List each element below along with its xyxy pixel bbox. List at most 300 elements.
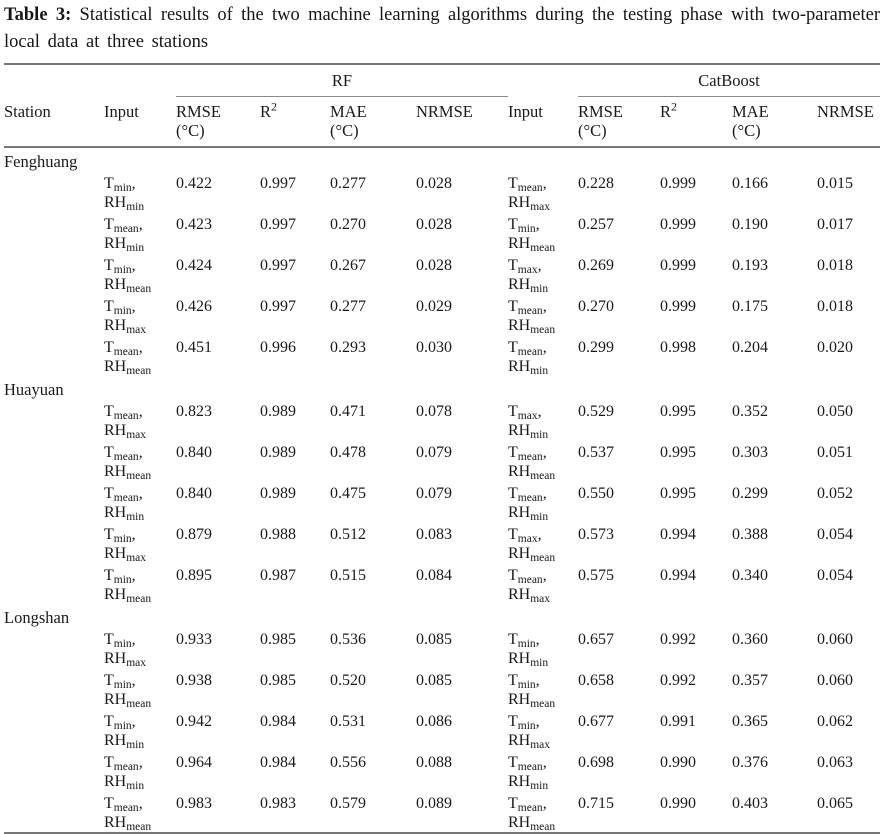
col-header-input-cb [508,97,578,148]
input-t-var: $T_{min}$, [104,175,136,194]
input-t-var: $T_{mean}$, [104,403,143,422]
input-rh-var: $RH_{mean}$ [508,814,556,833]
rf-input-cell [104,294,176,335]
input-rh-subscript: mean [126,593,152,605]
cb-r2-cell: 0.990 [660,754,696,771]
input-rh-subscript: min [530,429,549,441]
rf-mae-cell: 0.520 [330,672,366,689]
cb-mae-cell: 0.340 [732,567,768,584]
station-spacer-cell [4,709,104,750]
cb-input-cell [508,253,578,294]
table-row [4,253,880,294]
input-rh-subscript: mean [530,821,556,833]
cb-nrmse-cell: 0.017 [817,216,853,233]
input-rh-var: $RH_{max}$ [508,586,551,605]
cb-r2-cell: 0.992 [660,631,696,648]
input-rh-var: $RH_{mean}$ [104,463,152,482]
station-row [4,376,880,399]
col-header-mae-cb-label: MAE [732,102,769,121]
input-rh-subscript: max [530,201,551,213]
cb-mae-cell: 0.357 [732,672,768,689]
rf-r2-cell: 0.984 [260,754,296,771]
cb-mae-cell: 0.166 [732,175,768,192]
cb-nrmse-cell: 0.060 [817,672,853,689]
results-table [4,63,880,834]
rf-nrmse-cell: 0.084 [416,567,452,584]
cb-r2-cell: 0.998 [660,339,696,356]
input-rh-var: $RH_{mean}$ [104,814,152,833]
rf-rmse-cell: 0.426 [176,298,212,315]
input-t-var: $T_{max}$, [508,403,542,422]
table-row [4,212,880,253]
input-rh-subscript: mean [530,470,556,482]
cb-input-cell [508,399,578,440]
rf-mae-cell: 0.270 [330,216,366,233]
table-row [4,335,880,376]
cb-r2-cell: 0.990 [660,795,696,812]
rf-input-cell [104,668,176,709]
input-t-var: $T_{mean}$, [104,444,143,463]
rf-rmse-cell: 0.423 [176,216,212,233]
cb-input-cell [508,563,578,604]
input-t-subscript: max [517,533,538,545]
input-rh-subscript: mean [530,324,556,336]
col-header-input-rf [104,97,176,148]
col-header-nrmse-cb [817,97,880,148]
rf-nrmse-cell: 0.028 [416,257,452,274]
cb-nrmse-cell: 0.054 [817,526,853,543]
station-row [4,147,880,171]
rf-mae-cell: 0.277 [330,175,366,192]
cb-nrmse-cell: 0.065 [817,795,853,812]
cb-nrmse-cell: 0.018 [817,298,853,315]
cb-mae-cell: 0.365 [732,713,768,730]
cb-rmse-cell: 0.550 [578,485,614,502]
input-t-var: $T_{min}$, [508,672,540,691]
input-rh-subscript: min [126,739,145,751]
cb-r2-cell: 0.994 [660,526,696,543]
cb-input-cell [508,791,578,833]
table-row [4,399,880,440]
input-t-subscript: mean [517,346,543,358]
table-caption [4,2,880,56]
col-header-input-cb-label: Input [508,101,543,121]
rf-nrmse-cell: 0.085 [416,631,452,648]
col-header-rmse-cb [578,97,660,148]
rf-r2-cell: 0.983 [260,795,296,812]
cb-rmse-cell: 0.269 [578,257,614,274]
input-rh-subscript: mean [126,283,152,295]
station-spacer-cell [4,563,104,604]
input-rh-var: $RH_{min}$ [104,235,145,254]
input-t-subscript: min [517,638,536,650]
input-rh-var: $RH_{min}$ [508,504,549,523]
table-row [4,522,880,563]
input-rh-subscript: min [126,511,145,523]
group-row-spacer-mid [508,64,578,97]
table-body [4,147,880,833]
input-t-subscript: mean [113,346,139,358]
cb-mae-cell: 0.352 [732,403,768,420]
station-name: Longshan [4,608,70,627]
col-header-r2-rf [260,97,330,148]
cb-r2-cell: 0.999 [660,298,696,315]
col-header-rmse-rf-unit: (°C) [176,121,205,140]
station-row [4,604,880,627]
station-spacer-cell [4,399,104,440]
rf-mae-cell: 0.277 [330,298,366,315]
table-row [4,440,880,481]
input-rh-subscript: min [126,780,145,792]
station-spacer-cell [4,481,104,522]
station-spacer-cell [4,171,104,212]
cb-input-cell [508,627,578,668]
input-t-subscript: mean [517,761,543,773]
input-t-subscript: min [113,574,132,586]
input-t-subscript: min [113,720,132,732]
caption-label: Table 3: [4,5,72,25]
input-t-subscript: min [113,182,132,194]
rf-nrmse-cell: 0.079 [416,485,452,502]
col-header-r2-rf-label: R [260,102,272,121]
rf-nrmse-cell: 0.083 [416,526,452,543]
input-t-subscript: max [517,410,538,422]
input-rh-var: $RH_{max}$ [104,650,147,669]
col-header-r2-rf-sup: 2 [271,99,278,114]
cb-mae-cell: 0.403 [732,795,768,812]
input-t-var: $T_{min}$, [104,713,136,732]
input-t-var: $T_{mean}$, [508,485,547,504]
cb-r2-cell: 0.995 [660,444,696,461]
input-rh-subscript: mean [126,365,152,377]
input-t-var: $T_{min}$, [104,257,136,276]
input-t-subscript: min [113,264,132,276]
input-t-subscript: min [517,720,536,732]
table-row [4,171,880,212]
input-t-subscript: mean [113,802,139,814]
rf-nrmse-cell: 0.078 [416,403,452,420]
input-t-var: $T_{mean}$, [508,567,547,586]
rf-rmse-cell: 0.983 [176,795,212,812]
input-t-subscript: mean [517,305,543,317]
station-spacer-cell [4,791,104,833]
input-t-subscript: mean [113,410,139,422]
input-t-subscript: min [113,305,132,317]
station-spacer-cell [4,750,104,791]
input-rh-var: $RH_{min}$ [508,358,549,377]
rf-rmse-cell: 0.840 [176,485,212,502]
rf-nrmse-cell: 0.079 [416,444,452,461]
cb-rmse-cell: 0.677 [578,713,614,730]
col-header-nrmse-cb-label: NRMSE [817,102,874,121]
rf-r2-cell: 0.987 [260,567,296,584]
input-rh-var: $RH_{mean}$ [104,586,152,605]
input-rh-var: $RH_{max}$ [104,317,147,336]
cb-rmse-cell: 0.657 [578,631,614,648]
station-spacer-cell [4,668,104,709]
input-t-var: $T_{max}$, [508,257,542,276]
rf-input-cell [104,171,176,212]
rf-input-cell [104,335,176,376]
column-header-row [4,97,880,148]
rf-r2-cell: 0.989 [260,403,296,420]
rf-r2-cell: 0.985 [260,631,296,648]
table-row [4,481,880,522]
input-rh-var: $RH_{min}$ [508,773,549,792]
rf-r2-cell: 0.997 [260,216,296,233]
rf-r2-cell: 0.996 [260,339,296,356]
input-rh-var: $RH_{mean}$ [104,358,152,377]
input-t-var: $T_{mean}$, [508,298,547,317]
input-t-var: $T_{mean}$, [104,485,143,504]
input-rh-subscript: max [530,739,551,751]
rf-r2-cell: 0.985 [260,672,296,689]
col-header-nrmse-rf-label: NRMSE [416,102,473,121]
input-t-subscript: max [517,264,538,276]
col-header-mae-cb [732,97,817,148]
rf-input-cell [104,709,176,750]
input-t-subscript: min [113,679,132,691]
input-t-var: $T_{min}$, [104,567,136,586]
rf-input-cell [104,627,176,668]
input-t-var: $T_{min}$, [508,631,540,650]
input-rh-subscript: max [126,657,147,669]
cb-mae-cell: 0.360 [732,631,768,648]
rf-rmse-cell: 0.840 [176,444,212,461]
rf-rmse-cell: 0.964 [176,754,212,771]
cb-mae-cell: 0.299 [732,485,768,502]
table-header [4,64,880,147]
input-t-subscript: mean [113,223,139,235]
cb-input-cell [508,212,578,253]
rf-rmse-cell: 0.451 [176,339,212,356]
input-t-subscript: mean [113,492,139,504]
cb-rmse-cell: 0.228 [578,175,614,192]
input-t-subscript: min [113,638,132,650]
cb-mae-cell: 0.204 [732,339,768,356]
cb-rmse-cell: 0.575 [578,567,614,584]
input-t-var: $T_{mean}$, [508,175,547,194]
cb-input-cell [508,750,578,791]
input-t-subscript: min [517,679,536,691]
input-rh-subscript: mean [126,698,152,710]
col-header-rmse-cb-unit: (°C) [578,121,607,140]
input-rh-subscript: max [530,593,551,605]
input-t-var: $T_{min}$, [104,526,136,545]
input-t-subscript: mean [113,451,139,463]
input-t-subscript: min [113,533,132,545]
station-spacer-cell [4,627,104,668]
input-rh-subscript: max [126,324,147,336]
caption-text: Statistical results of the two machine learning algorithms during the testing phase with two-parameter local data at three stations [4,5,880,52]
col-header-mae-rf-label: MAE [330,102,367,121]
rf-mae-cell: 0.512 [330,526,366,543]
input-rh-subscript: mean [530,242,556,254]
input-rh-subscript: mean [530,552,556,564]
cb-input-cell [508,294,578,335]
input-t-subscript: mean [517,802,543,814]
col-header-r2-cb [660,97,732,148]
input-rh-var: $RH_{min}$ [104,773,145,792]
cb-r2-cell: 0.999 [660,175,696,192]
rf-rmse-cell: 0.879 [176,526,212,543]
cb-rmse-cell: 0.257 [578,216,614,233]
input-rh-subscript: max [126,552,147,564]
input-rh-subscript: min [530,283,549,295]
input-rh-var: $RH_{mean}$ [508,545,556,564]
input-rh-subscript: mean [126,821,152,833]
input-t-subscript: mean [517,574,543,586]
input-t-var: $T_{mean}$, [104,216,143,235]
rf-rmse-cell: 0.942 [176,713,212,730]
cb-rmse-cell: 0.698 [578,754,614,771]
input-rh-var: $RH_{max}$ [104,422,147,441]
table-row [4,791,880,833]
col-header-nrmse-rf [416,97,508,148]
station-spacer-cell [4,335,104,376]
rf-nrmse-cell: 0.086 [416,713,452,730]
table-row [4,668,880,709]
col-header-rmse-cb-label: RMSE [578,102,623,121]
cb-r2-cell: 0.995 [660,403,696,420]
rf-r2-cell: 0.984 [260,713,296,730]
rf-mae-cell: 0.515 [330,567,366,584]
col-header-mae-rf-unit: (°C) [330,121,359,140]
input-rh-var: $RH_{mean}$ [104,691,152,710]
input-t-var: $T_{min}$, [104,631,136,650]
cb-rmse-cell: 0.537 [578,444,614,461]
rf-nrmse-cell: 0.030 [416,339,452,356]
cb-input-cell [508,668,578,709]
cb-nrmse-cell: 0.015 [817,175,853,192]
rf-nrmse-cell: 0.089 [416,795,452,812]
cb-mae-cell: 0.388 [732,526,768,543]
station-name: Fenghuang [4,152,78,171]
col-header-rmse-rf-label: RMSE [176,102,221,121]
cb-r2-cell: 0.999 [660,257,696,274]
rf-nrmse-cell: 0.088 [416,754,452,771]
table-row [4,709,880,750]
input-t-subscript: mean [113,761,139,773]
rf-mae-cell: 0.475 [330,485,366,502]
input-t-var: $T_{max}$, [508,526,542,545]
rf-mae-cell: 0.471 [330,403,366,420]
rf-input-cell [104,399,176,440]
input-rh-var: $RH_{min}$ [508,276,549,295]
cb-input-cell [508,440,578,481]
input-rh-var: $RH_{min}$ [508,422,549,441]
cb-nrmse-cell: 0.052 [817,485,853,502]
rf-group-header: RF [176,64,508,97]
input-rh-var: $RH_{mean}$ [508,317,556,336]
input-rh-var: $RH_{mean}$ [104,276,152,295]
rf-mae-cell: 0.579 [330,795,366,812]
col-header-station [4,97,104,148]
input-rh-subscript: min [530,365,549,377]
rf-mae-cell: 0.556 [330,754,366,771]
rf-input-cell [104,791,176,833]
rf-rmse-cell: 0.895 [176,567,212,584]
cb-nrmse-cell: 0.060 [817,631,853,648]
cb-input-cell [508,481,578,522]
station-name: Huayuan [4,380,64,399]
catboost-group-header: CatBoost [578,64,880,97]
group-row-spacer-left [4,64,176,97]
col-header-r2-cb-label: R [660,102,672,121]
cb-mae-cell: 0.303 [732,444,768,461]
rf-mae-cell: 0.293 [330,339,366,356]
rf-rmse-cell: 0.933 [176,631,212,648]
cb-mae-cell: 0.376 [732,754,768,771]
cb-nrmse-cell: 0.063 [817,754,853,771]
table-row [4,294,880,335]
input-rh-var: $RH_{mean}$ [508,691,556,710]
rf-rmse-cell: 0.422 [176,175,212,192]
input-t-var: $T_{mean}$, [508,754,547,773]
col-header-mae-cb-unit: (°C) [732,121,761,140]
station-spacer-cell [4,253,104,294]
input-rh-subscript: mean [530,698,556,710]
input-rh-var: $RH_{max}$ [508,732,551,751]
input-rh-var: $RH_{min}$ [508,650,549,669]
rf-input-cell [104,522,176,563]
cb-rmse-cell: 0.270 [578,298,614,315]
cb-r2-cell: 0.992 [660,672,696,689]
rf-mae-cell: 0.531 [330,713,366,730]
table-row [4,563,880,604]
input-rh-var: $RH_{min}$ [104,732,145,751]
cb-r2-cell: 0.999 [660,216,696,233]
input-rh-var: $RH_{min}$ [104,504,145,523]
rf-input-cell [104,212,176,253]
col-header-mae-rf [330,97,416,148]
input-t-subscript: mean [517,182,543,194]
input-rh-subscript: min [530,511,549,523]
table-row [4,627,880,668]
cb-input-cell [508,171,578,212]
rf-rmse-cell: 0.938 [176,672,212,689]
station-spacer-cell [4,440,104,481]
cb-input-cell [508,335,578,376]
rf-input-cell [104,563,176,604]
cb-rmse-cell: 0.658 [578,672,614,689]
input-t-var: $T_{min}$, [508,713,540,732]
cb-nrmse-cell: 0.018 [817,257,853,274]
rf-mae-cell: 0.536 [330,631,366,648]
rf-mae-cell: 0.267 [330,257,366,274]
cb-r2-cell: 0.995 [660,485,696,502]
rf-mae-cell: 0.478 [330,444,366,461]
rf-nrmse-cell: 0.028 [416,216,452,233]
col-header-input-rf-label: Input [104,101,139,121]
rf-r2-cell: 0.989 [260,485,296,502]
cb-r2-cell: 0.994 [660,567,696,584]
rf-r2-cell: 0.997 [260,175,296,192]
cb-mae-cell: 0.175 [732,298,768,315]
rf-rmse-cell: 0.424 [176,257,212,274]
rf-r2-cell: 0.988 [260,526,296,543]
cb-rmse-cell: 0.299 [578,339,614,356]
cb-mae-cell: 0.190 [732,216,768,233]
col-header-station-label: Station [4,101,51,121]
rf-r2-cell: 0.997 [260,298,296,315]
col-header-rmse-rf [176,97,260,148]
input-t-var: $T_{mean}$, [508,444,547,463]
input-rh-var: $RH_{min}$ [104,194,145,213]
input-t-var: $T_{min}$, [104,672,136,691]
cb-nrmse-cell: 0.051 [817,444,853,461]
rf-r2-cell: 0.989 [260,444,296,461]
